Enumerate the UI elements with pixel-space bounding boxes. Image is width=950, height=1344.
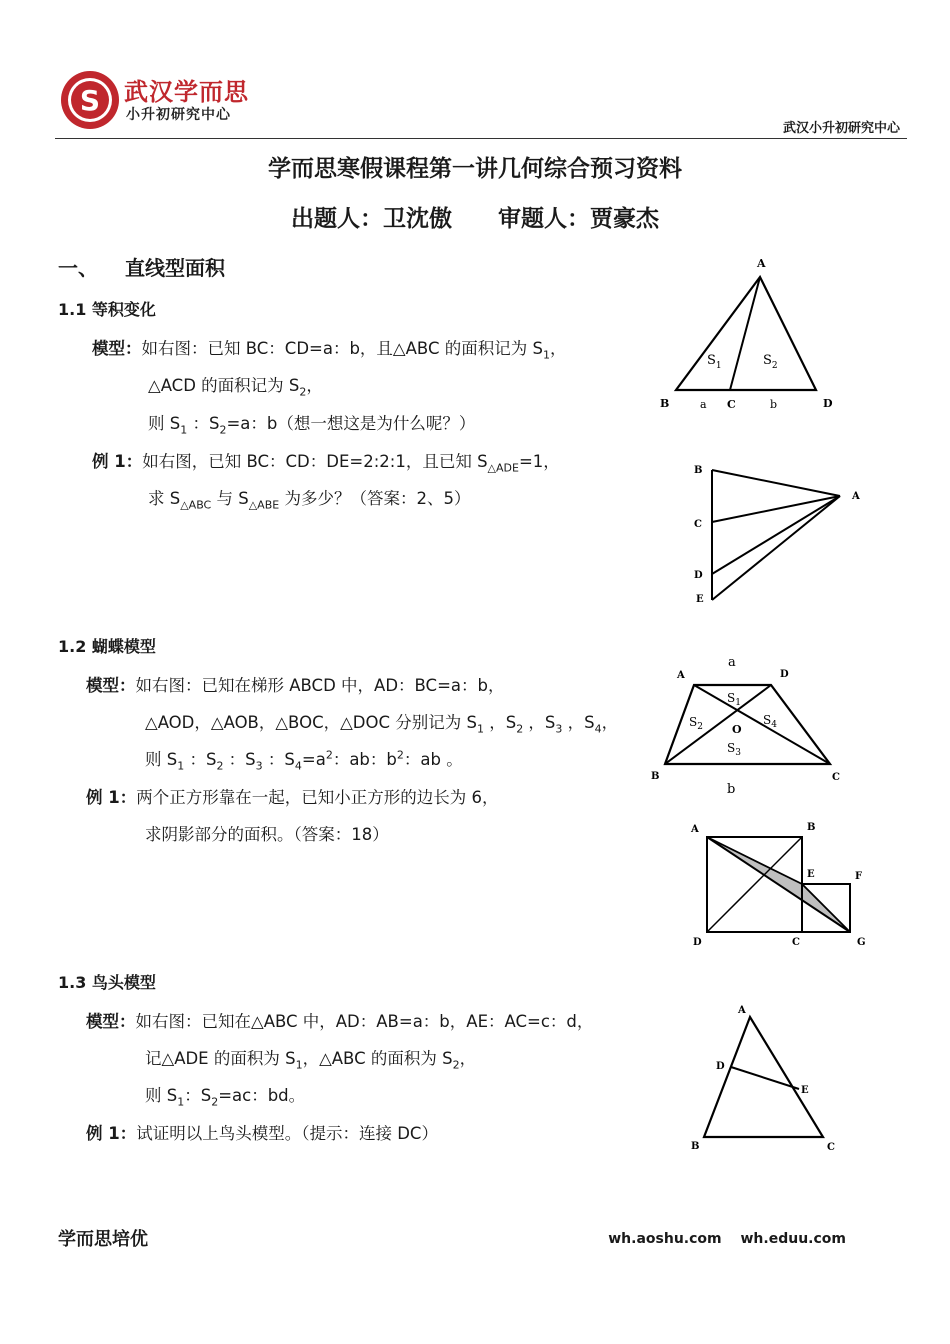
logo-title: 武汉学而思 xyxy=(124,78,249,106)
svg-text:C: C xyxy=(792,937,800,948)
svg-text:A: A xyxy=(852,491,860,502)
svg-text:B: B xyxy=(651,771,660,782)
authors-line: 出题人：卫沈傲 审题人：贾豪杰 xyxy=(291,206,659,232)
example-text-1-2-line1: 例 1：两个正方形靠在一起，已知小正方形的边长为 6， xyxy=(86,788,499,807)
example-text-1-1-line2: 求 $S_{\triangle ABC}$ 与 $S_{\triangle ABE}$ 为多少？（答案：2、5） xyxy=(148,489,471,512)
svg-text:S3: $S_3$ xyxy=(727,741,741,758)
svg-text:D: D xyxy=(716,1061,725,1072)
section-heading: 直线型面积 xyxy=(125,256,225,280)
svg-text:b: b xyxy=(727,782,736,797)
model-text-1-3-line2: 记△ADE 的面积为 $S_1$，△ABC 的面积为 $S_2$， xyxy=(145,1049,477,1072)
subsection-heading-1-3: 1.3 鸟头模型 xyxy=(58,973,156,992)
svg-text:S2: $S_2$ xyxy=(689,715,703,732)
trapezoid-butterfly-figure xyxy=(645,650,850,800)
model-text-1-2-line1: 模型：如右图：已知在梯形 ABCD 中，AD：BC=a：b， xyxy=(86,676,505,695)
svg-text:C: C xyxy=(832,772,840,783)
svg-text:a: a xyxy=(700,398,707,411)
example-text-1-2-line2: 求阴影部分的面积。（答案：18） xyxy=(145,825,389,844)
svg-text:D: D xyxy=(693,937,702,948)
header-divider xyxy=(55,138,907,139)
svg-text:E: E xyxy=(801,1085,809,1096)
section-number: 一、 xyxy=(58,256,98,280)
model-text-1-2-line2: △AOD，△AOB，△BOC，△DOC 分别记为 $S_1$ ，$S_2$ ，$S_3$ ，$S_4$， xyxy=(145,713,619,736)
svg-text:S1: $S_1$ xyxy=(707,353,722,371)
svg-text:B: B xyxy=(694,465,703,476)
svg-text:S1: $S_1$ xyxy=(727,691,741,708)
model-text-1-3-line3: 则 $S_1$：$S_2=ac$：bd。 xyxy=(145,1086,306,1109)
footer-brand: 学而思培优 xyxy=(58,1229,148,1250)
model-text-1-1-line1: 模型：如右图：已知 BC：CD=a：b，且△ABC 的面积记为 $S_1$， xyxy=(92,339,567,362)
svg-text:S2: $S_2$ xyxy=(763,353,778,371)
svg-text:C: C xyxy=(827,1142,835,1153)
svg-text:E: E xyxy=(696,594,704,605)
svg-text:D: D xyxy=(780,669,789,680)
page-title: 学而思寒假课程第一讲几何综合预习资料 xyxy=(268,156,682,182)
svg-text:C: C xyxy=(727,398,736,411)
triangle-abcde-figure xyxy=(680,455,870,610)
model-text-1-1-line2: △ACD 的面积记为 $S_2$， xyxy=(148,376,323,399)
logo-emblem-icon xyxy=(60,70,120,130)
model-text-1-1-line3: 则 $S_1$ ：$S_2=a$：b（想一想这是为什么呢？） xyxy=(148,414,476,437)
svg-text:F: F xyxy=(855,871,863,882)
svg-text:A: A xyxy=(738,1005,746,1016)
example-text-1-1-line1: 例 1：如右图，已知 BC：CD：DE=2:2:1，且已知 $S_{\triangle ADE}=1$， xyxy=(92,452,560,475)
model-text-1-2-line3: 则 $S_1$ ：$S_2$ ：$S_3$ ：$S_4=a^2$：ab：$b^2$：ab 。 xyxy=(145,748,463,773)
two-squares-figure xyxy=(685,815,870,955)
subsection-heading-1-2: 1.2 蝴蝶模型 xyxy=(58,637,156,656)
logo xyxy=(60,68,280,132)
svg-text:b: b xyxy=(770,398,778,411)
header-right-text: 武汉小升初研究中心 xyxy=(782,121,900,136)
svg-text:a: a xyxy=(728,655,736,670)
svg-text:O: O xyxy=(732,723,742,736)
logo-subtitle: 小升初研究中心 xyxy=(126,107,231,123)
triangle-abcd-figure xyxy=(650,252,850,417)
model-text-1-3-line1: 模型：如右图：已知在△ABC 中，AD：AB=a：b，AE：AC=c：d， xyxy=(86,1012,594,1031)
svg-text:A: A xyxy=(757,257,766,270)
svg-text:S4: $S_4$ xyxy=(763,713,777,730)
svg-text:D: D xyxy=(694,570,703,581)
svg-text:D: D xyxy=(823,397,833,410)
svg-text:C: C xyxy=(694,519,702,530)
logo-letter: S xyxy=(79,84,101,117)
footer-websites: wh.aoshu.com wh.eduu.com xyxy=(608,1231,846,1247)
svg-text:B: B xyxy=(660,397,670,410)
svg-text:G: G xyxy=(857,937,866,948)
bird-head-triangle-figure xyxy=(680,1000,850,1160)
svg-text:E: E xyxy=(807,869,815,880)
svg-text:B: B xyxy=(691,1141,700,1152)
svg-text:A: A xyxy=(677,670,685,681)
svg-text:B: B xyxy=(807,822,816,833)
svg-text:A: A xyxy=(691,824,699,835)
subsection-heading-1-1: 1.1 等积变化 xyxy=(58,300,156,319)
example-text-1-3-line1: 例 1：试证明以上鸟头模型。（提示：连接 DC） xyxy=(86,1124,438,1143)
